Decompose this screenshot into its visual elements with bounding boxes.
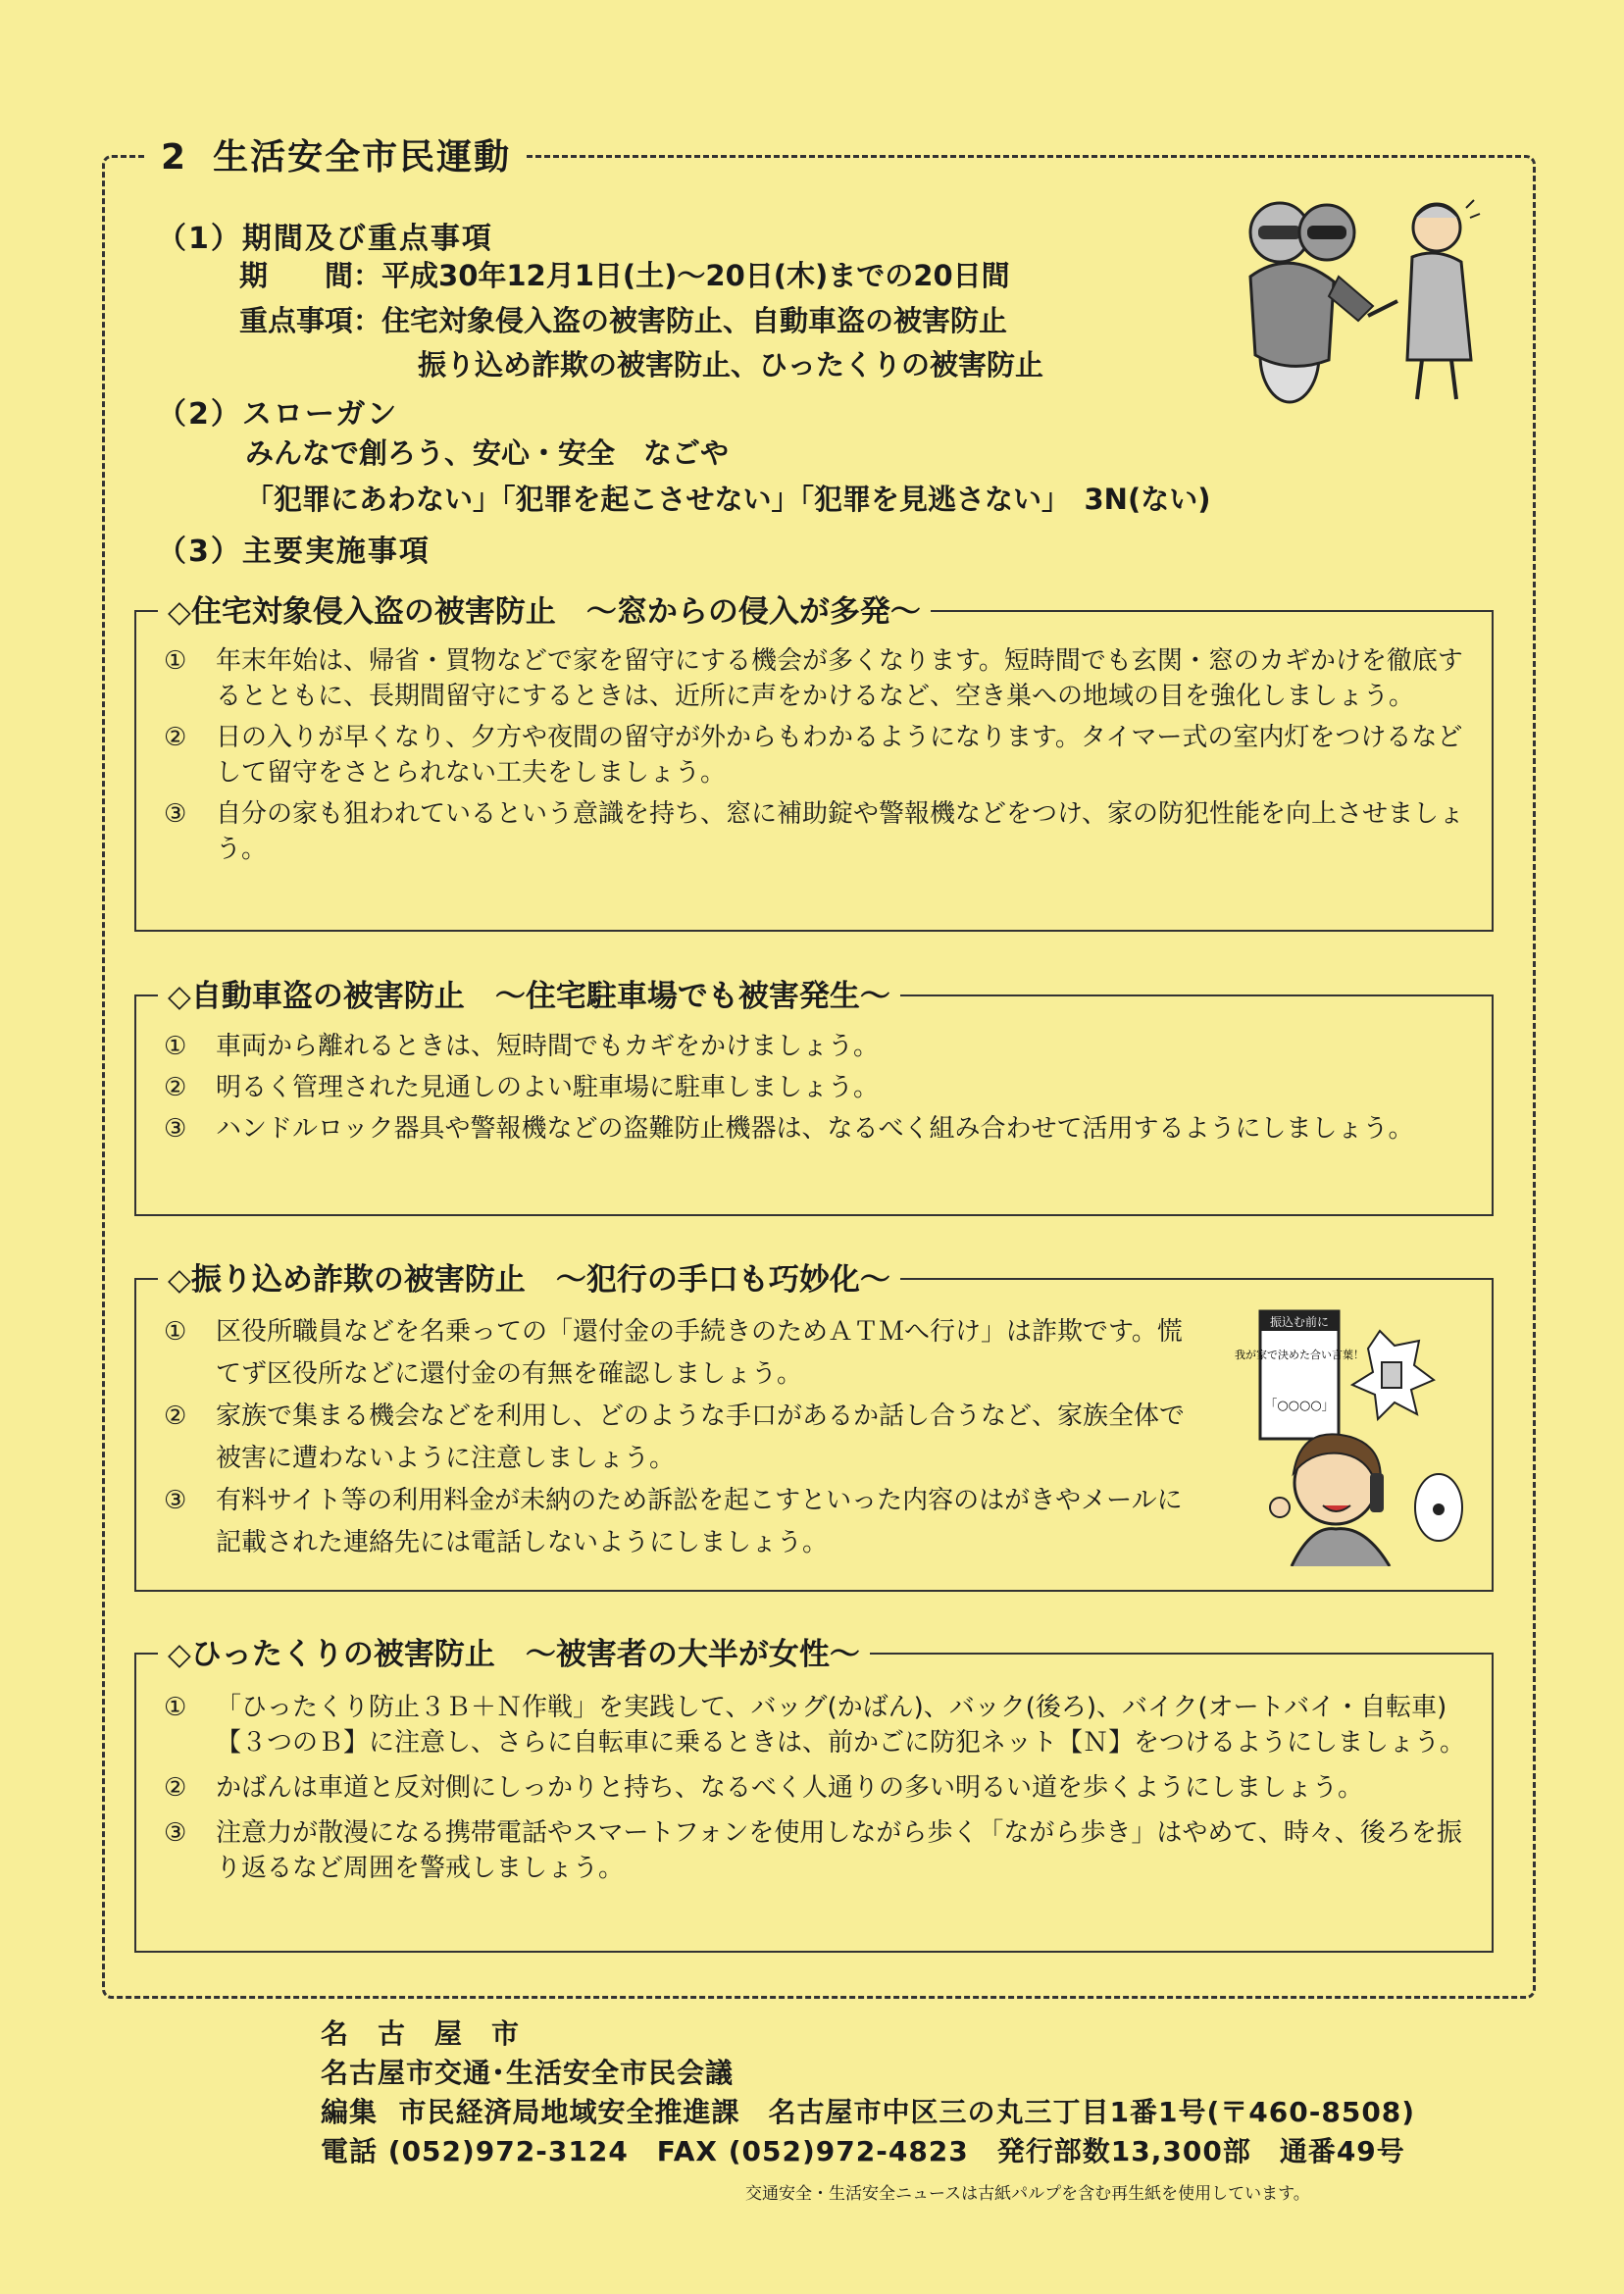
list-item: ① 「ひったくり防止３Ｂ＋Ｎ作戦」を実践して、バッグ(かばん)、バック(後ろ)、バイク(オートバイ・自転車)【３つのＢ】に注意し、さらに自転車に乗るときは、前かごに防犯ネット【Ｎ】をつけるようにしましょう。 bbox=[164, 1693, 1466, 1758]
list-item: ② 日の入りが早くなり、夕方や夜間の留守が外からもわかるようになります。タイマー式の室内灯をつけるなどして留守をさとられない工夫をしましょう。 bbox=[164, 723, 1463, 788]
list-item: ① 車両から離れるときは、短時間でもカギをかけましょう。 bbox=[164, 1032, 880, 1061]
phone-woman-illustration bbox=[1233, 1301, 1478, 1566]
main-heading: （3）主要実施事項 bbox=[157, 535, 431, 569]
footer-org1: 名 古 屋 市 bbox=[321, 2017, 521, 2050]
box-fraud bbox=[134, 1262, 1494, 1592]
focus-label: 重点事項： bbox=[239, 304, 382, 337]
box-car-theft-title: ◇自動車盗の被害防止 ～住宅駐車場でも被害発生～ bbox=[158, 971, 900, 1015]
list-item: ① 年末年始は、帰省・買物などで家を留守にする機会が多くなります。短時間でも玄関・窓のカギかけを徹底するとともに、長期間留守にするときは、近所に声をかけるなど、空き巣への地域の目を強化しましょう。 bbox=[164, 646, 1463, 711]
section-title-text: 生活安全市民運動 bbox=[213, 137, 512, 178]
sign-body: 我が家で決めた合い言葉！ bbox=[1235, 1349, 1364, 1361]
list-item: ② 家族で集まる機会などを利用し、どのような手口があるか話し合うなど、家族全体で被害に遭わないように注意しましょう。 bbox=[164, 1402, 1186, 1473]
list-item: ③ 自分の家も狙われているという意識を持ち、窓に補助錠や警報機などをつけ、家の防犯性能を向上させましょう。 bbox=[164, 799, 1464, 864]
list-item: ② かばんは車道と反対側にしっかりと持ち、なるべく人通りの多い明るい道を歩くようにしましょう。 bbox=[164, 1773, 1364, 1803]
footer-phone-label: 電話 bbox=[321, 2135, 379, 2167]
sign-title: 振込む前に bbox=[1269, 1315, 1330, 1329]
period-value: 平成30年12月1日(土)～20日(木)までの20日間 bbox=[381, 259, 1010, 292]
box-snatching bbox=[134, 1637, 1494, 1953]
focus-line-2: 振り込め詐欺の被害防止、ひったくりの被害防止 bbox=[418, 348, 1044, 382]
box-fraud-title: ◇振り込め詐欺の被害防止 ～犯行の手口も巧妙化～ bbox=[158, 1254, 900, 1299]
focus-line-1 bbox=[239, 299, 1007, 339]
sign-code: 「○○○○」 bbox=[1264, 1399, 1335, 1413]
box-snatching-title: ◇ひったくりの被害防止 ～被害者の大半が女性～ bbox=[158, 1629, 870, 1673]
footer-editor-value: 市民経済局地域安全推進課 名古屋市中区三の丸三丁目1番1号(〒460-8508) bbox=[398, 2096, 1416, 2128]
slogan-heading: （2）スローガン bbox=[157, 397, 399, 432]
footer-phone bbox=[321, 2130, 1405, 2169]
box-car-theft bbox=[134, 979, 1494, 1216]
focus-value-1: 住宅対象侵入盗の被害防止、自動車盗の被害防止 bbox=[381, 304, 1008, 337]
footer-org2: 名古屋市交通･生活安全市民会議 bbox=[321, 2057, 735, 2089]
slogan-line-2: 「犯罪にあわない」「犯罪を起こさせない」「犯罪を見逃さない」 3N(ない) bbox=[245, 483, 1211, 516]
period-line bbox=[239, 254, 1010, 294]
list-item: ② 明るく管理された見通しのよい駐車場に駐車しましょう。 bbox=[164, 1073, 880, 1102]
list-item: ③ 注意力が散漫になる携帯電話やスマートフォンを使用しながら歩く「ながら歩き」はやめて、時々、後ろを振り返るなど周囲を警戒しましょう。 bbox=[164, 1818, 1462, 1883]
box-burglary-title: ◇住宅対象侵入盗の被害防止 ～窓からの侵入が多発～ bbox=[158, 586, 931, 631]
section-title bbox=[147, 129, 525, 179]
footer-phone-value: (052)972-3124 FAX (052)972-4823 発行部数13,300部 通番49号 bbox=[387, 2135, 1405, 2167]
period-label: 期 間： bbox=[239, 259, 382, 292]
recycled-paper-note: 交通安全・生活安全ニュースは古紙パルプを含む再生紙を使用しています。 bbox=[745, 2184, 1310, 2204]
footer-editor bbox=[321, 2091, 1415, 2130]
list-item: ③ 有料サイト等の利用料金が未納のため訴訟を起こすといった内容のはがきやメールに記載された連絡先には電話しないようにしましょう。 bbox=[164, 1486, 1183, 1557]
motorcycle-snatch-illustration bbox=[1211, 188, 1486, 414]
box-burglary bbox=[134, 594, 1494, 932]
footer-editor-label: 編集 bbox=[321, 2096, 379, 2128]
list-item: ① 区役所職員などを名乗っての「還付金の手続きのためＡＴＭへ行け」は詐欺です。慌てず区役所などに還付金の有無を確認しましょう。 bbox=[164, 1317, 1183, 1389]
period-heading: （1）期間及び重点事項 bbox=[157, 222, 493, 256]
list-item: ③ ハンドルロック器具や警報機などの盗難防止機器は、なるべく組み合わせて活用するようにしましょう。 bbox=[164, 1114, 1414, 1144]
slogan-line-1: みんなで創ろう、安心・安全 なごや bbox=[245, 436, 730, 470]
section-number: 2 bbox=[161, 137, 188, 178]
